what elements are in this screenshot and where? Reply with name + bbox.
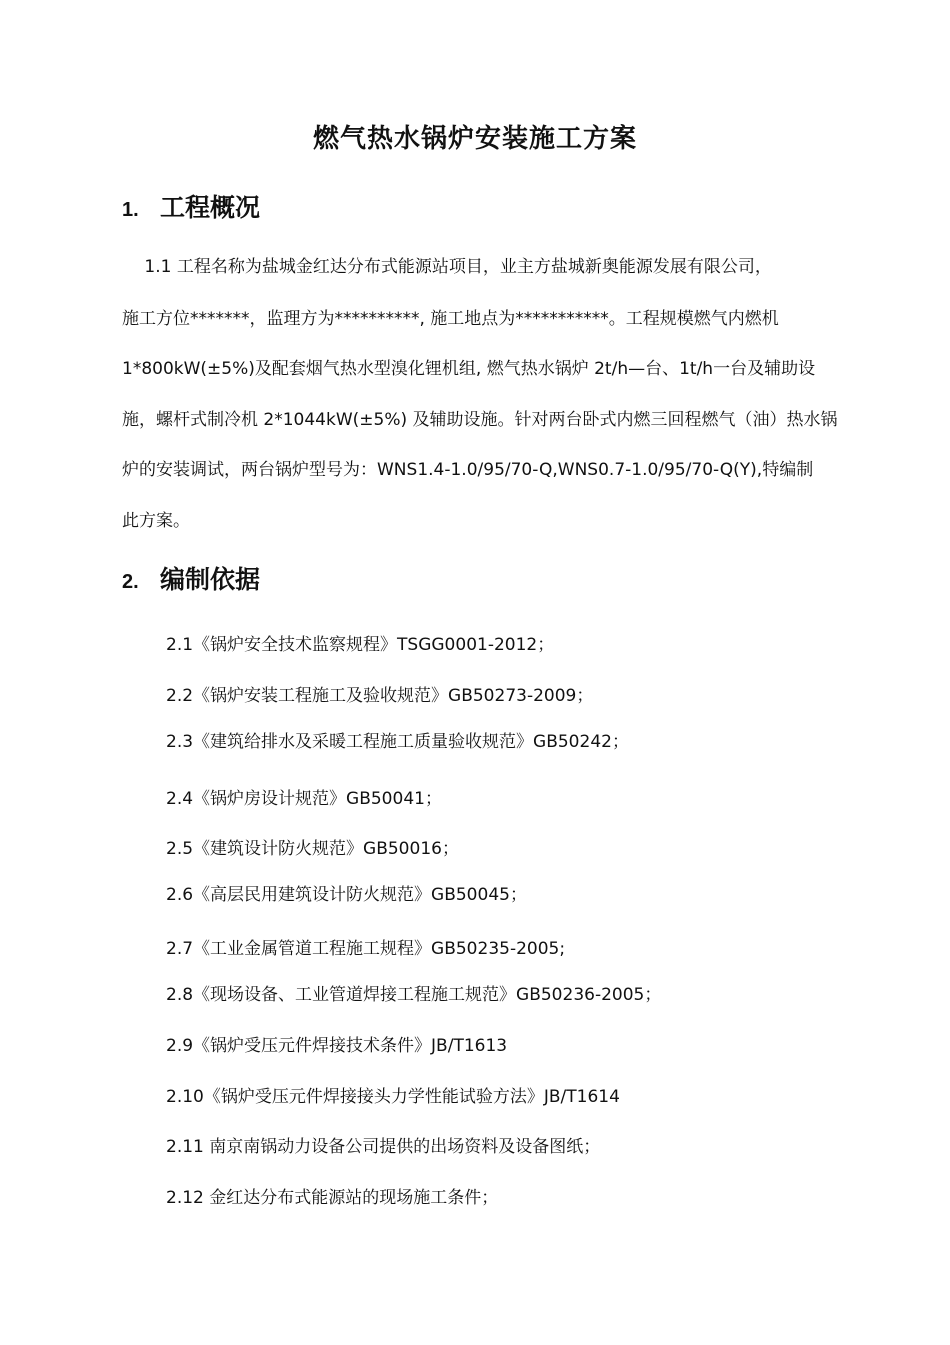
reference-item: 2.6《高层民用建筑设计防火规范》GB50045； — [166, 885, 527, 905]
page-title: 燃气热水锅炉安装施工方案 — [312, 124, 637, 154]
section-2-heading — [122, 560, 260, 596]
reference-item: 2.1《锅炉安全技术监察规程》TSGG0001-2012； — [166, 635, 555, 655]
reference-item: 2.10《锅炉受压元件焊接接头力学性能试验方法》JB/T1614 — [166, 1087, 620, 1107]
reference-item: 2.5《建筑设计防火规范》GB50016； — [166, 839, 459, 859]
section-2-title: 编制依据 — [160, 565, 261, 594]
section-1-heading — [122, 188, 260, 224]
reference-item: 2.8《现场设备、工业管道焊接工程施工规范》GB50236-2005； — [166, 985, 662, 1005]
paragraph-line: 1.1 工程名称为盐城金红达分布式能源站项目，业主方盐城新奥能源发展有限公司， — [122, 257, 772, 277]
reference-item: 2.2《锅炉安装工程施工及验收规范》GB50273-2009； — [166, 686, 594, 706]
section-1-title: 工程概况 — [160, 193, 261, 222]
reference-item: 2.7《工业金属管道工程施工规程》GB50235-2005; — [166, 939, 566, 959]
section-1-number: 1. — [122, 199, 139, 221]
paragraph-line: 此方案。 — [122, 511, 190, 531]
paragraph-line: 施，螺杆式制冷机 2*1044kW(±5%) 及辅助设施。针对两台卧式内燃三回程燃气（油）热水锅 — [122, 410, 838, 430]
paragraph-line: 施工方位*******，监理方为**********, 施工地点为***********。工程规模燃气内燃机 — [122, 309, 779, 329]
section-2-number: 2. — [122, 571, 139, 593]
reference-item: 2.12 金红达分布式能源站的现场施工条件； — [166, 1188, 499, 1208]
reference-item: 2.4《锅炉房设计规范》GB50041； — [166, 789, 442, 809]
paragraph-line: 炉的安装调试，两台锅炉型号为：WNS1.4-1.0/95/70-Q,WNS0.7-1.0/95/70-Q(Y),特编制 — [122, 460, 814, 480]
reference-item: 2.9《锅炉受压元件焊接技术条件》JB/T1613 — [166, 1036, 508, 1056]
reference-item: 2.3《建筑给排水及采暖工程施工质量验收规范》GB50242； — [166, 732, 629, 752]
paragraph-line: 1*800kW(±5%)及配套烟气热水型溴化锂机组, 燃气热水锅炉 2t/h—台、1t/h一台及辅助设 — [122, 359, 816, 379]
reference-item: 2.11 南京南锅动力设备公司提供的出场资料及设备图纸； — [166, 1137, 601, 1157]
